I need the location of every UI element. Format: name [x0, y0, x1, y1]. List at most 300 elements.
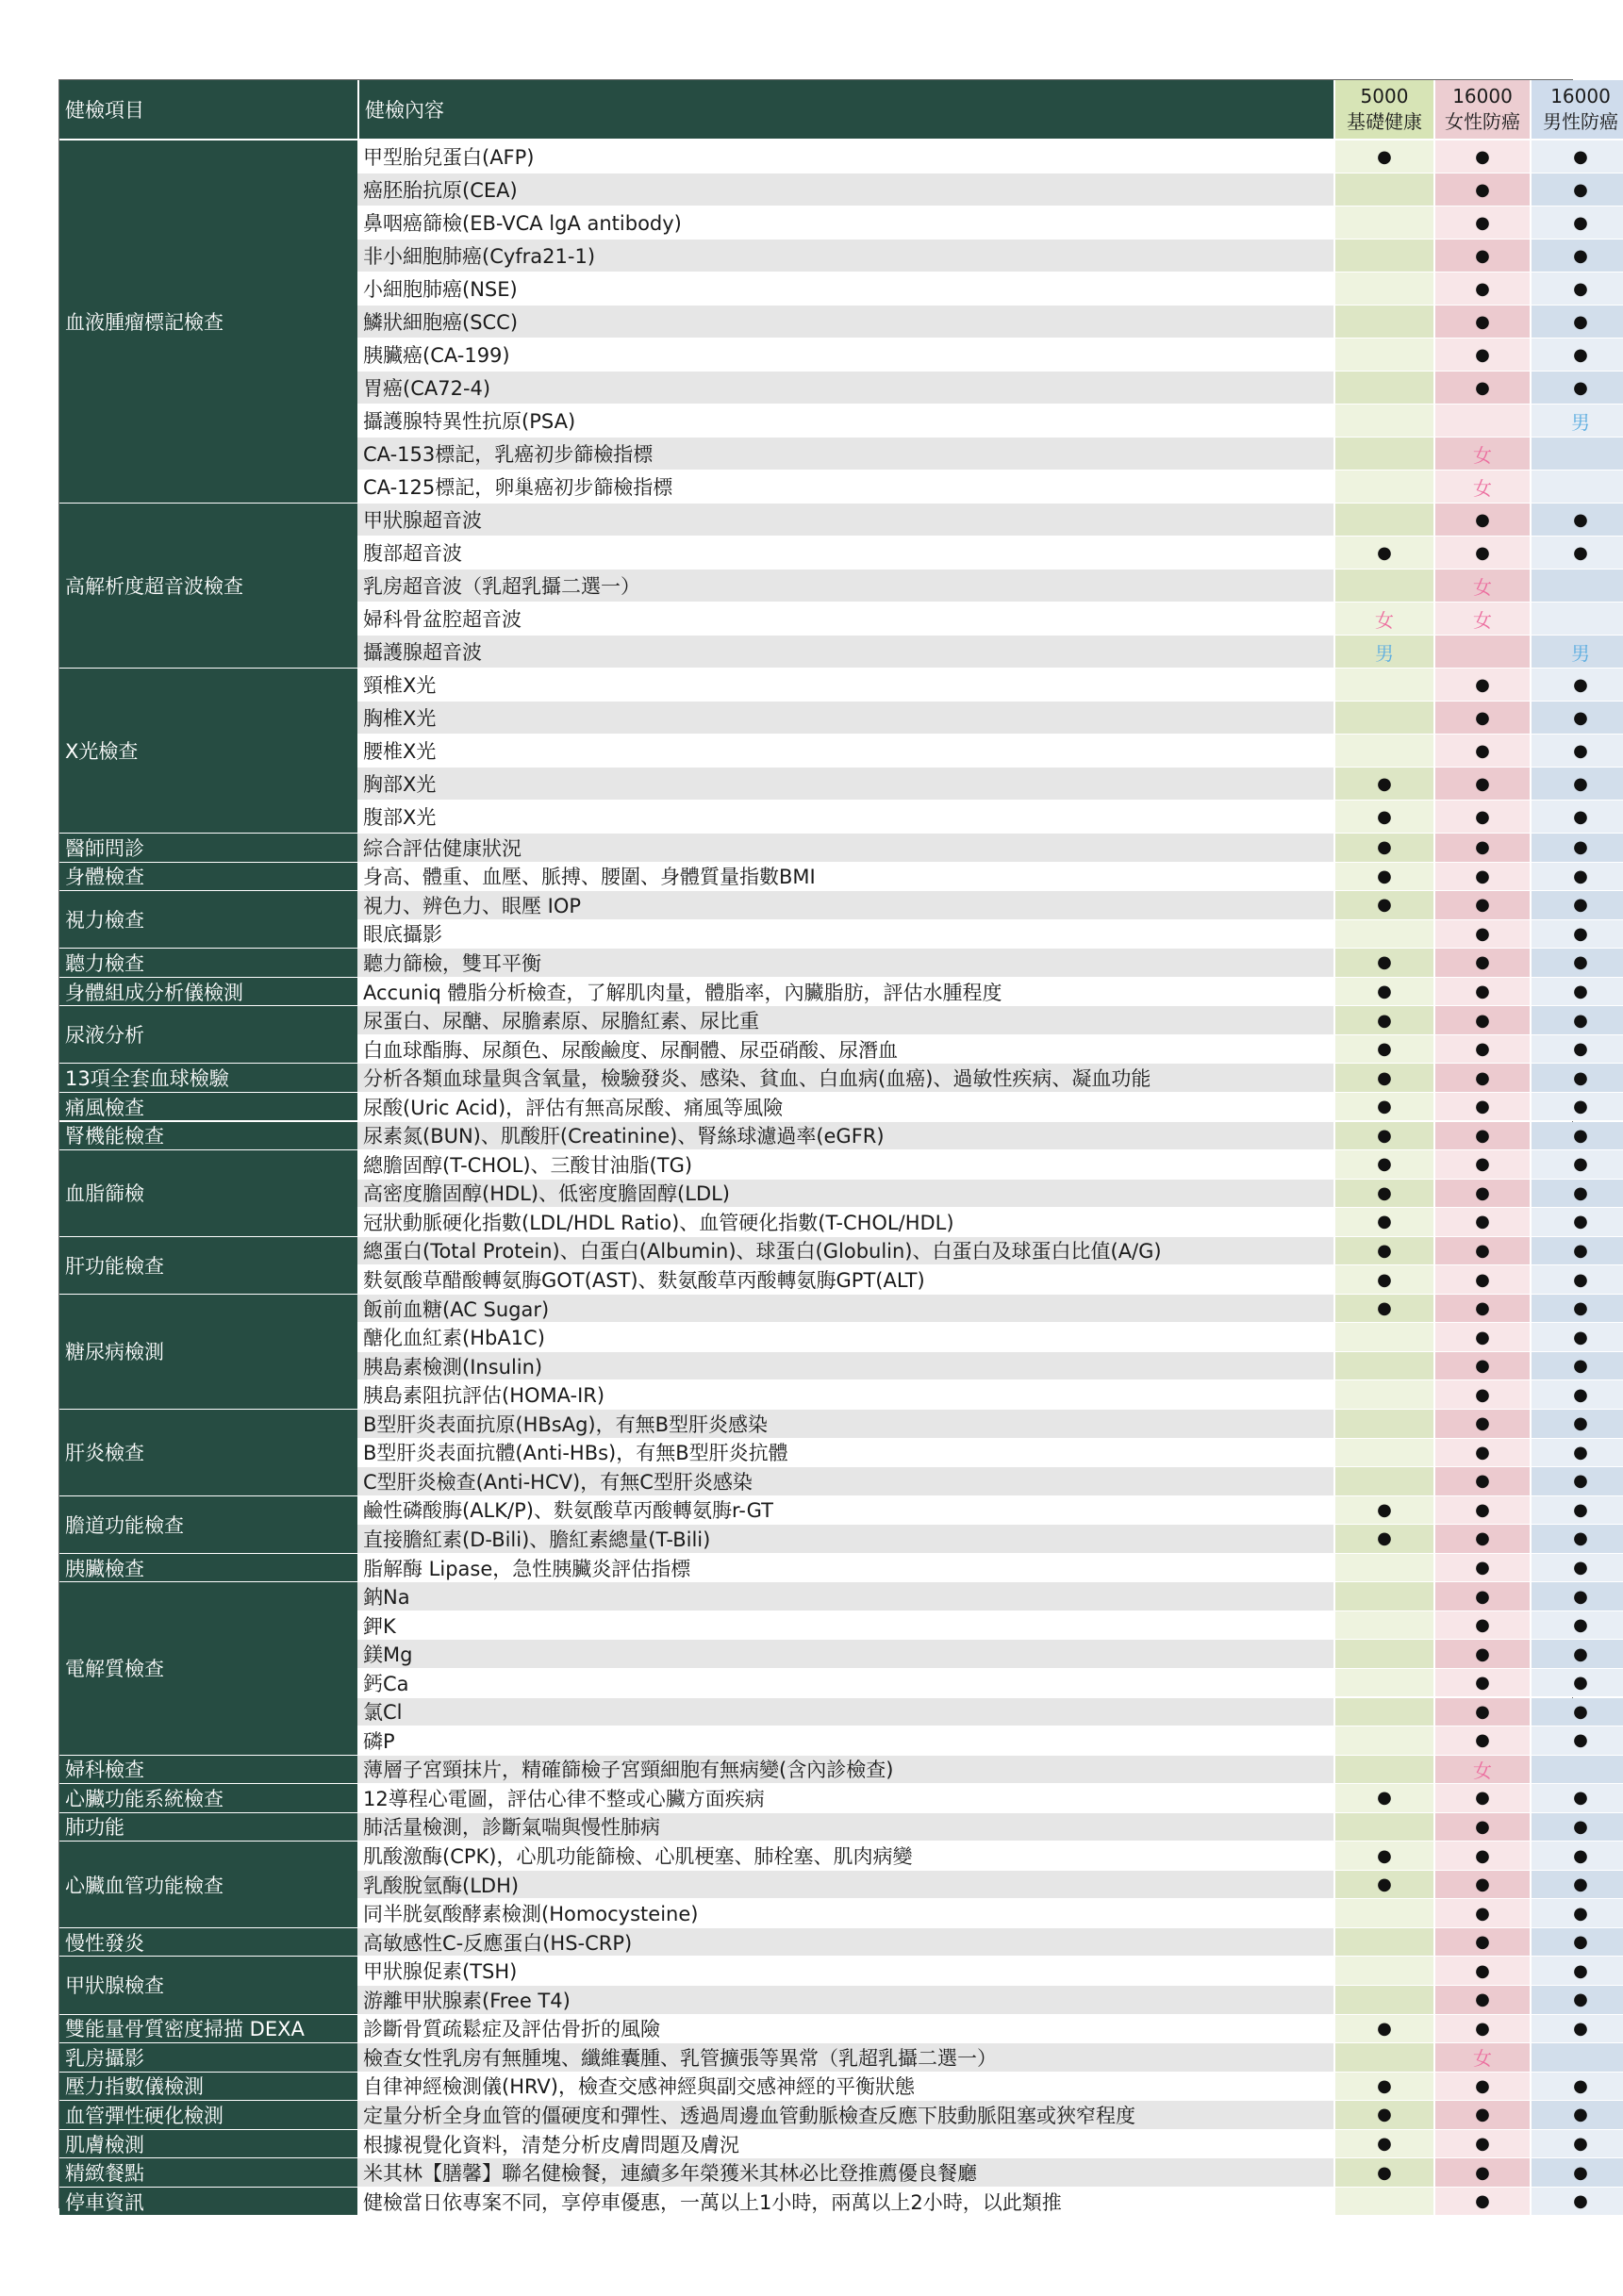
- dot-mark: ●: [1573, 1903, 1588, 1924]
- table-row: [59, 834, 1588, 863]
- header-content: 健檢內容: [357, 80, 1333, 140]
- table-row: [59, 978, 1588, 1007]
- mark-female-pkg: [1433, 1726, 1530, 1756]
- table-row: [59, 438, 1565, 471]
- item-content: CA-153標記，乳癌初步篩檢指標: [357, 438, 1333, 471]
- dot-mark: ●: [1475, 2134, 1490, 2155]
- mark-male-pkg: [1530, 1784, 1623, 1813]
- mark-basic: [1333, 603, 1433, 636]
- table-row: [59, 1669, 1588, 1698]
- dot-mark: ●: [1475, 245, 1490, 266]
- mark-basic: [1333, 669, 1433, 702]
- dot-mark: ●: [1377, 1240, 1392, 1261]
- item-content: 綜合評估健康狀況: [357, 834, 1333, 863]
- table-row: [59, 1380, 1588, 1410]
- mark-basic: [1333, 206, 1433, 240]
- mark-basic: [1333, 1640, 1433, 1669]
- mark-female-pkg: [1433, 405, 1530, 438]
- dot-mark: ●: [1475, 1875, 1490, 1895]
- category-label: 慢性發炎: [59, 1928, 357, 1957]
- mark-female-pkg: [1433, 306, 1530, 339]
- mark-male-pkg: [1530, 1669, 1623, 1698]
- mark-male-pkg: [1530, 1871, 1623, 1900]
- mark-female-pkg: [1433, 140, 1530, 173]
- dot-mark: ●: [1377, 1528, 1392, 1549]
- item-content: 胰島素檢測(Insulin): [357, 1352, 1333, 1381]
- mark-male-pkg: [1530, 1410, 1623, 1439]
- mark-female-pkg: [1433, 2188, 1530, 2217]
- mark-female-pkg: [1433, 1006, 1530, 1035]
- category-label: X光檢查: [59, 669, 357, 834]
- mark-female-pkg: [1433, 1180, 1530, 1209]
- mark-basic: [1333, 2015, 1433, 2044]
- dot-mark: ●: [1475, 1528, 1490, 1549]
- table-row: [59, 1439, 1588, 1468]
- item-content: 診斷骨質疏鬆症及評估骨折的風險: [357, 2015, 1333, 2044]
- table-row: [59, 1928, 1588, 1957]
- gender-mark: 女: [1473, 476, 1492, 500]
- dot-mark: ●: [1573, 674, 1588, 695]
- dot-mark: ●: [1475, 1356, 1490, 1377]
- mark-basic: [1333, 834, 1433, 863]
- mark-basic: [1333, 240, 1433, 273]
- dot-mark: ●: [1573, 1039, 1588, 1060]
- mark-male-pkg: [1530, 1726, 1623, 1756]
- mark-female-pkg: [1433, 1928, 1530, 1957]
- dot-mark: ●: [1573, 740, 1588, 761]
- mark-female-pkg: [1433, 669, 1530, 702]
- mark-basic: [1333, 1726, 1433, 1756]
- dot-mark: ●: [1573, 146, 1588, 167]
- dot-mark: ●: [1475, 1212, 1490, 1232]
- dot-mark: ●: [1475, 1932, 1490, 1953]
- dot-mark: ●: [1377, 1499, 1392, 1520]
- category-label: 高解析度超音波檢查: [59, 504, 357, 669]
- table-row: [59, 1813, 1588, 1842]
- item-content: 頸椎X光: [357, 669, 1333, 702]
- item-content: 尿素氮(BUN)、肌酸肝(Creatinine)、腎絲球濾過率(eGFR): [357, 1122, 1333, 1151]
- dot-mark: ●: [1573, 1471, 1588, 1492]
- mark-basic: [1333, 1525, 1433, 1554]
- header-package-male: [1530, 80, 1623, 140]
- mark-female-pkg: [1433, 1150, 1530, 1180]
- dot-mark: ●: [1573, 1875, 1588, 1895]
- header-package-basic: [1333, 80, 1433, 140]
- table-row: [59, 1726, 1588, 1756]
- gender-mark: 女: [1473, 1759, 1492, 1782]
- item-content: 乳房超音波（乳超乳攝二選一）: [357, 570, 1333, 603]
- dot-mark: ●: [1475, 837, 1490, 858]
- mark-basic: [1333, 2188, 1433, 2217]
- mark-female-pkg: [1433, 1640, 1530, 1669]
- table-row: [59, 2188, 1588, 2217]
- dot-mark: ●: [1475, 895, 1490, 916]
- item-content: 腹部超音波: [357, 537, 1333, 570]
- dot-mark: ●: [1573, 1442, 1588, 1462]
- table-row: [59, 863, 1588, 892]
- category-label: 視力檢查: [59, 891, 357, 949]
- dot-mark: ●: [1573, 1701, 1588, 1722]
- dot-mark: ●: [1475, 1903, 1490, 1924]
- dot-mark: ●: [1573, 344, 1588, 365]
- mark-basic: [1333, 1352, 1433, 1381]
- table-row: [59, 2130, 1588, 2159]
- mark-male-pkg: [1530, 537, 1623, 570]
- dot-mark: ●: [1475, 2162, 1490, 2183]
- dot-mark: ●: [1573, 1269, 1588, 1290]
- dot-mark: ●: [1475, 179, 1490, 200]
- dot-mark: ●: [1377, 1788, 1392, 1809]
- gender-mark: 男: [1375, 641, 1394, 665]
- table-row: [59, 1237, 1588, 1266]
- mark-basic: [1333, 1986, 1433, 2015]
- dot-mark: ●: [1377, 866, 1392, 886]
- mark-female-pkg: [1433, 2073, 1530, 2102]
- mark-male-pkg: [1530, 1496, 1623, 1526]
- table-row: [59, 240, 1588, 273]
- mark-female-pkg: [1433, 339, 1530, 372]
- dot-mark: ●: [1573, 1413, 1588, 1434]
- mark-basic: [1333, 339, 1433, 372]
- item-content: 腰椎X光: [357, 735, 1333, 768]
- dot-mark: ●: [1573, 1960, 1588, 1981]
- item-content: 非小細胞肺癌(Cyfra21-1): [357, 240, 1333, 273]
- dot-mark: ●: [1573, 1558, 1588, 1578]
- dot-mark: ●: [1573, 982, 1588, 1002]
- category-label: 肌膚檢測: [59, 2130, 357, 2159]
- mark-female-pkg: [1433, 1035, 1530, 1065]
- dot-mark: ●: [1475, 212, 1490, 233]
- dot-mark: ●: [1573, 1067, 1588, 1088]
- table-row: [59, 1698, 1588, 1727]
- dot-mark: ●: [1475, 1499, 1490, 1520]
- category-label: 醫師問診: [59, 834, 357, 863]
- dot-mark: ●: [1475, 1730, 1490, 1751]
- dot-mark: ●: [1573, 1845, 1588, 1866]
- mark-male-pkg: [1530, 1237, 1623, 1266]
- item-content: 甲型胎兒蛋白(AFP): [357, 140, 1333, 173]
- mark-basic: [1333, 1237, 1433, 1266]
- dot-mark: ●: [1475, 1298, 1490, 1319]
- mark-female-pkg: [1433, 471, 1530, 504]
- dot-mark: ●: [1573, 311, 1588, 332]
- table-row: [59, 2015, 1588, 2044]
- mark-basic: [1333, 504, 1433, 537]
- dot-mark: ●: [1475, 542, 1490, 563]
- mark-female-pkg: [1433, 1525, 1530, 1554]
- dot-mark: ●: [1475, 1154, 1490, 1175]
- mark-basic: [1333, 1439, 1433, 1468]
- dot-mark: ●: [1475, 1673, 1490, 1693]
- mark-male-pkg: [1530, 1842, 1623, 1871]
- mark-female-pkg: [1433, 1380, 1530, 1410]
- mark-male-pkg: [1530, 1986, 1623, 2015]
- item-content: 直接膽紅素(D-Bili)、膽紅素總量(T-Bili): [357, 1525, 1333, 1554]
- mark-male-pkg: [1530, 1582, 1623, 1611]
- mark-female-pkg: [1433, 1986, 1530, 2015]
- dot-mark: ●: [1475, 1097, 1490, 1117]
- item-content: 分析各類血球量與含氧量，檢驗發炎、感染、貧血、白血病(血癌)、過敏性疾病、凝血功能: [357, 1064, 1333, 1093]
- dot-mark: ●: [1573, 278, 1588, 299]
- category-label: 甲狀腺檢查: [59, 1957, 357, 2014]
- mark-male-pkg: [1530, 2073, 1623, 2102]
- dot-mark: ●: [1573, 1788, 1588, 1809]
- dot-mark: ●: [1377, 773, 1392, 794]
- mark-female-pkg: [1433, 1611, 1530, 1641]
- mark-basic: [1333, 1380, 1433, 1410]
- dot-mark: ●: [1475, 1384, 1490, 1405]
- dot-mark: ●: [1573, 1528, 1588, 1549]
- dot-mark: ●: [1573, 1010, 1588, 1031]
- table-row: [59, 1265, 1588, 1295]
- mark-female-pkg: [1433, 1871, 1530, 1900]
- dot-mark: ●: [1475, 278, 1490, 299]
- mark-female-pkg: [1433, 1323, 1530, 1352]
- mark-basic: [1333, 1122, 1433, 1151]
- mark-female-pkg: [1433, 2101, 1530, 2130]
- dot-mark: ●: [1377, 1067, 1392, 1088]
- table-row: [59, 1352, 1588, 1381]
- mark-male-pkg: [1530, 339, 1623, 372]
- mark-basic: [1333, 1554, 1433, 1583]
- table-row: [59, 636, 1590, 669]
- item-content: 健檢當日依專案不同，享停車優惠，一萬以上1小時，兩萬以上2小時，以此類推: [357, 2188, 1333, 2217]
- mark-female-pkg: [1433, 1496, 1530, 1526]
- mark-male-pkg: [1530, 1380, 1623, 1410]
- package-name: 女性防癌: [1445, 110, 1520, 133]
- item-content: 眼底攝影: [357, 920, 1333, 950]
- item-content: 肌酸激酶(CPK)，心肌功能篩檢、心肌梗塞、肺栓塞、肌肉病變: [357, 1842, 1333, 1871]
- mark-male-pkg: [1530, 1640, 1623, 1669]
- dot-mark: ●: [1573, 542, 1588, 563]
- mark-female-pkg: [1433, 1582, 1530, 1611]
- table-row: [59, 1611, 1588, 1641]
- mark-female-pkg: [1433, 735, 1530, 768]
- mark-female-pkg: [1433, 2015, 1530, 2044]
- item-content: 乳酸脫氫酶(LDH): [357, 1871, 1333, 1900]
- mark-male-pkg: [1530, 1611, 1623, 1641]
- mark-female-pkg: [1433, 1813, 1530, 1842]
- mark-male-pkg: [1530, 2101, 1623, 2130]
- dot-mark: ●: [1475, 773, 1490, 794]
- dot-mark: ●: [1475, 2018, 1490, 2039]
- table-row: [59, 1496, 1588, 1526]
- package-name: 基礎健康: [1347, 110, 1422, 133]
- table-row: [59, 1035, 1588, 1065]
- item-content: 胸椎X光: [357, 702, 1333, 735]
- category-label: 聽力檢查: [59, 949, 357, 978]
- dot-mark: ●: [1377, 1125, 1392, 1146]
- item-content: 身高、體重、血壓、脈搏、腰圍、身體質量指數BMI: [357, 863, 1333, 892]
- dot-mark: ●: [1573, 179, 1588, 200]
- dot-mark: ●: [1573, 1097, 1588, 1117]
- gender-mark: 男: [1571, 410, 1590, 434]
- mark-basic: [1333, 891, 1433, 920]
- mark-female-pkg: [1433, 1122, 1530, 1151]
- dot-mark: ●: [1573, 1384, 1588, 1405]
- dot-mark: ●: [1377, 1875, 1392, 1895]
- dot-mark: ●: [1377, 2162, 1392, 2183]
- table-row: [59, 306, 1588, 339]
- gender-mark: 女: [1473, 575, 1492, 599]
- mark-basic: [1333, 1006, 1433, 1035]
- table-row: [59, 768, 1588, 801]
- category-label: 糖尿病檢測: [59, 1295, 357, 1410]
- dot-mark: ●: [1475, 2191, 1490, 2212]
- dot-mark: ●: [1475, 1701, 1490, 1722]
- gender-mark: 女: [1473, 443, 1492, 467]
- category-label: 停車資訊: [59, 2188, 357, 2217]
- mark-basic: [1333, 1842, 1433, 1871]
- dot-mark: ●: [1573, 245, 1588, 266]
- mark-female-pkg: [1433, 1957, 1530, 1986]
- item-content: 自律神經檢測儀(HRV)，檢查交感神經與副交感神經的平衡狀態: [357, 2073, 1333, 2102]
- mark-male-pkg: [1530, 2188, 1623, 2217]
- item-content: 飯前血糖(AC Sugar): [357, 1295, 1333, 1324]
- mark-basic: [1333, 801, 1433, 834]
- mark-male-pkg: [1530, 2130, 1623, 2159]
- item-content: 胰島素阻抗評估(HOMA-IR): [357, 1380, 1333, 1410]
- dot-mark: ●: [1377, 1845, 1392, 1866]
- mark-male-pkg: [1530, 1352, 1623, 1381]
- mark-female-pkg: [1433, 834, 1530, 863]
- mark-basic: [1333, 920, 1433, 950]
- dot-mark: ●: [1377, 837, 1392, 858]
- mark-female-pkg: [1433, 891, 1530, 920]
- mark-female-pkg: [1433, 173, 1530, 206]
- mark-female-pkg: [1433, 240, 1530, 273]
- dot-mark: ●: [1573, 866, 1588, 886]
- dot-mark: ●: [1475, 509, 1490, 530]
- item-content: C型肝炎檢查(Anti-HCV)，有無C型肝炎感染: [357, 1467, 1333, 1496]
- mark-female-pkg: [1433, 1669, 1530, 1698]
- category-label: 婦科檢查: [59, 1756, 357, 1785]
- category-label: 膽道功能檢查: [59, 1496, 357, 1554]
- item-content: 鉀K: [357, 1611, 1333, 1641]
- mark-basic: [1333, 405, 1433, 438]
- table-row: [59, 669, 1588, 702]
- dot-mark: ●: [1377, 1010, 1392, 1031]
- dot-mark: ●: [1573, 1298, 1588, 1319]
- mark-male-pkg: [1530, 1265, 1623, 1295]
- mark-basic: [1333, 735, 1433, 768]
- mark-basic: [1333, 1928, 1433, 1957]
- category-label: 腎機能檢查: [59, 1122, 357, 1151]
- mark-female-pkg: [1433, 1295, 1530, 1324]
- dot-mark: ●: [1573, 2191, 1588, 2212]
- mark-male-pkg: [1530, 1150, 1623, 1180]
- table-row: [59, 273, 1588, 306]
- mark-basic: [1333, 2130, 1433, 2159]
- mark-female-pkg: [1433, 2043, 1530, 2073]
- dot-mark: ●: [1475, 1182, 1490, 1203]
- dot-mark: ●: [1377, 982, 1392, 1002]
- category-label: 身體檢查: [59, 863, 357, 892]
- item-content: 同半胱氨酸酵素檢測(Homocysteine): [357, 1899, 1333, 1928]
- dot-mark: ●: [1573, 1125, 1588, 1146]
- mark-male-pkg: [1530, 1093, 1623, 1122]
- dot-mark: ●: [1377, 2018, 1392, 2039]
- dot-mark: ●: [1475, 740, 1490, 761]
- header-package-female: [1433, 80, 1530, 140]
- mark-male-pkg: [1530, 173, 1623, 206]
- mark-female-pkg: [1433, 863, 1530, 892]
- dot-mark: ●: [1475, 982, 1490, 1002]
- dot-mark: ●: [1573, 806, 1588, 827]
- item-content: 鱗狀細胞癌(SCC): [357, 306, 1333, 339]
- item-content: 根據視覺化資料，清楚分析皮膚問題及膚況: [357, 2130, 1333, 2159]
- mark-female-pkg: [1433, 1439, 1530, 1468]
- mark-female-pkg: [1433, 1352, 1530, 1381]
- mark-basic: [1333, 1180, 1433, 1209]
- dot-mark: ●: [1377, 542, 1392, 563]
- table-row: [59, 1640, 1588, 1669]
- mark-male-pkg: [1530, 920, 1623, 950]
- table-row: [59, 801, 1588, 834]
- item-content: 氯Cl: [357, 1698, 1333, 1727]
- mark-male-pkg: [1530, 735, 1623, 768]
- item-content: B型肝炎表面抗體(Anti-HBs)，有無B型肝炎抗體: [357, 1439, 1333, 1468]
- mark-female-pkg: [1433, 372, 1530, 405]
- mark-male-pkg: [1530, 1006, 1623, 1035]
- mark-basic: [1333, 2073, 1433, 2102]
- mark-male-pkg: [1530, 1208, 1623, 1237]
- mark-female-pkg: [1433, 504, 1530, 537]
- category-label: 肝功能檢查: [59, 1237, 357, 1295]
- mark-male-pkg: [1530, 372, 1623, 405]
- table-row: [59, 2101, 1588, 2130]
- mark-basic: [1333, 1295, 1433, 1324]
- item-content: 米其林【膳馨】聯名健檢餐，連續多年榮獲米其林必比登推薦優良餐廳: [357, 2158, 1333, 2188]
- dot-mark: ●: [1573, 837, 1588, 858]
- dot-mark: ●: [1475, 1039, 1490, 1060]
- dot-mark: ●: [1377, 1212, 1392, 1232]
- item-content: 胸部X光: [357, 768, 1333, 801]
- mark-male-pkg: [1530, 405, 1623, 438]
- mark-male-pkg: [1530, 240, 1623, 273]
- dot-mark: ●: [1377, 1154, 1392, 1175]
- item-content: 鎂Mg: [357, 1640, 1333, 1669]
- table-row: [59, 537, 1588, 570]
- dot-mark: ●: [1377, 895, 1392, 916]
- table-row: [59, 405, 1590, 438]
- mark-male-pkg: [1530, 1122, 1623, 1151]
- gender-mark: 女: [1473, 2047, 1492, 2071]
- mark-female-pkg: [1433, 920, 1530, 950]
- mark-female-pkg: [1433, 2130, 1530, 2159]
- dot-mark: ●: [1573, 2162, 1588, 2183]
- mark-basic: [1333, 1611, 1433, 1641]
- mark-male-pkg: [1530, 978, 1623, 1007]
- table-row: [59, 1150, 1588, 1180]
- item-content: 麩氨酸草醋酸轉氨脢GOT(AST)、麩氨酸草丙酸轉氨脢GPT(ALT): [357, 1265, 1333, 1295]
- mark-basic: [1333, 1669, 1433, 1698]
- mark-male-pkg: [1530, 1698, 1623, 1727]
- mark-basic: [1333, 949, 1433, 978]
- dot-mark: ●: [1475, 866, 1490, 886]
- mark-male-pkg: [1530, 2015, 1623, 2044]
- category-label: 痛風檢查: [59, 1093, 357, 1122]
- mark-basic: [1333, 471, 1433, 504]
- mark-male-pkg: [1530, 2158, 1623, 2188]
- mark-male-pkg: [1530, 1064, 1623, 1093]
- package-price: 16000: [1550, 85, 1611, 107]
- category-label: 肝炎檢查: [59, 1410, 357, 1496]
- item-content: 高密度膽固醇(HDL)、低密度膽固醇(LDL): [357, 1180, 1333, 1209]
- mark-female-pkg: [1433, 801, 1530, 834]
- mark-female-pkg: [1433, 206, 1530, 240]
- category-label: 尿液分析: [59, 1006, 357, 1064]
